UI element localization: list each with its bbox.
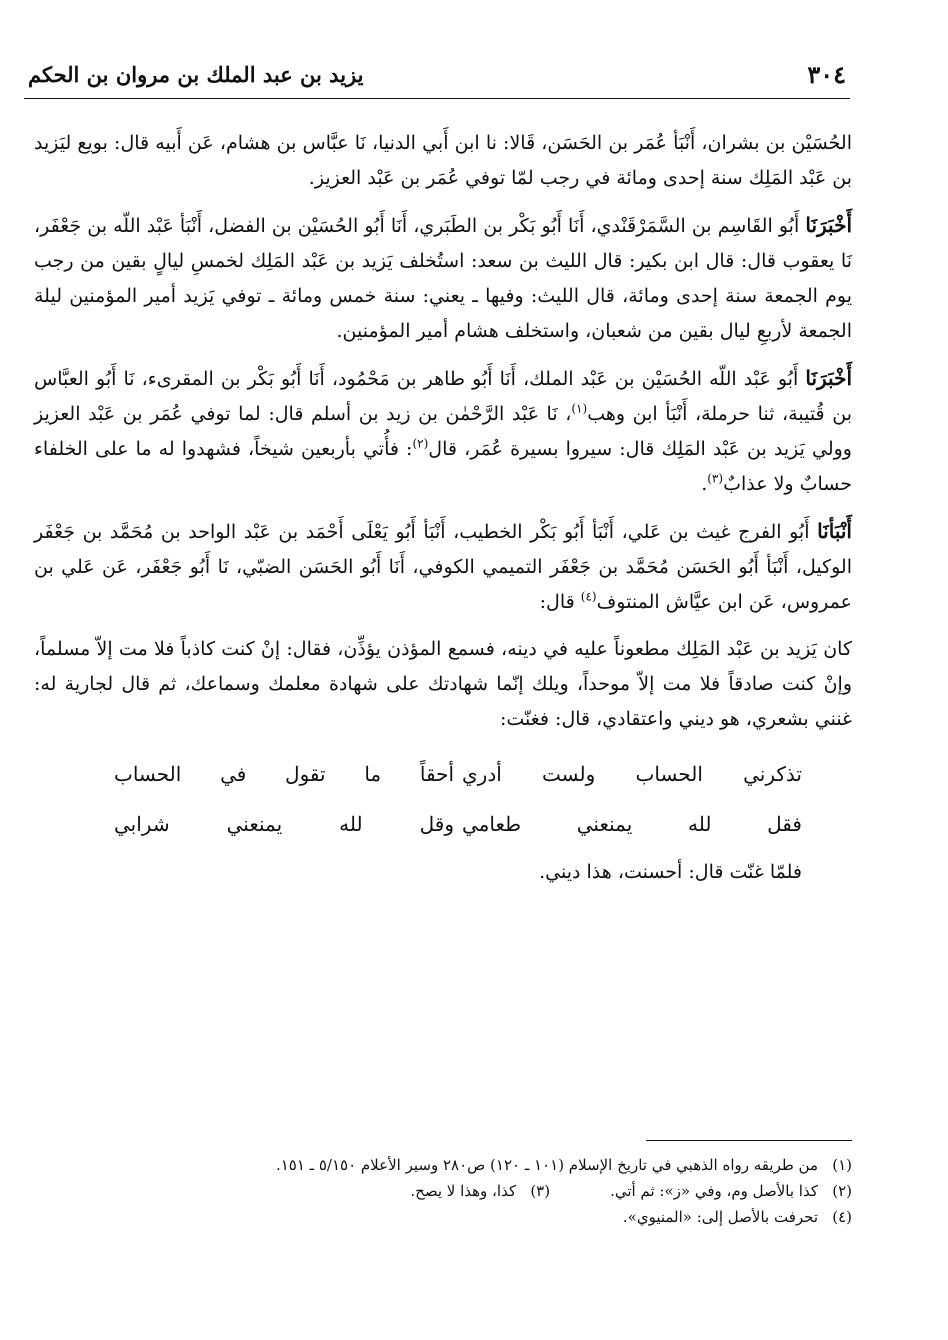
running-title: يزيد بن عبد الملك بن مروان بن الحكم — [28, 62, 364, 87]
verse-second-hemistich: أحقاً ما تقول في الحساب — [114, 761, 454, 786]
footnote — [410, 1178, 550, 1204]
footnote-text: تحرفت بالأصل إلى: «المنيوي». — [622, 1208, 818, 1226]
paragraph-text: أَبُو القَاسِم بن السَّمَرْقَنْدي، أَنَا أَبُو بَكْر بن الطَبَري، أَنَا أَبُو الحُسَيْن بن الفضل، أَنْبَأ عَبْد اللّه بن جَعْفَر، نَا يعقوب قال: قال ابن بكير: قال الليث بن سعد: استُخلف يَزيد بن عَبْد المَلِك لخمسِ ليالٍ بقين من رجب يوم الجمعة سنة إحدى ومائة، قال الليث: وفيها ـ يعني: سنة خمس ومائة ـ توفي يَزيد أمير المؤمنين ليلة الجمعة لأربعِ ليال بقين من شعبان، واستخلف هشام أمير المؤمنين. — [34, 215, 852, 342]
main-text — [34, 126, 852, 890]
paragraph-text: : فأُتي بأربعين شيخاً، فشهدوا له ما على الخلفاء حسابٌ ولا عذابٌ — [34, 438, 852, 495]
poem-verse — [34, 749, 852, 799]
footnote-text: كذا بالأصل وم، وفي «ز»: ثم أتي. — [610, 1182, 818, 1200]
lead-word: أَخْبَرَنَا — [805, 366, 852, 390]
paragraph — [34, 208, 852, 349]
verse-second-hemistich: وقل لله يمنعني شرابي — [114, 811, 454, 836]
paragraph — [34, 126, 852, 196]
footnote-row — [40, 1178, 852, 1204]
footnote-number: (٢) — [832, 1182, 852, 1200]
footnote-number: (١) — [832, 1156, 852, 1174]
footnote — [610, 1178, 852, 1204]
closing-line: فلمّا غنّت قال: أحسنت، هذا ديني. — [539, 861, 802, 883]
footnote-reference[interactable]: (١) — [571, 401, 588, 416]
paragraph — [34, 632, 852, 737]
page-header — [24, 58, 850, 99]
footnote — [40, 1152, 852, 1178]
footnote — [40, 1204, 852, 1230]
lead-word: أَخْبَرَنَا — [805, 213, 852, 237]
footnote-number: (٣) — [530, 1182, 551, 1200]
verse-first-hemistich: تذكرني الحساب ولست أدري — [462, 761, 802, 786]
footnote-text: من طريقه رواه الذهبي في تاريخ الإسلام (١٠١ ـ ١٢٠) ص٢٨٠ وسير الأعلام ٥/١٥٠ ـ ١٥١. — [275, 1156, 818, 1174]
poem-verse — [34, 799, 852, 849]
footnote-number: (٤) — [832, 1208, 852, 1226]
verse-first-hemistich: فقل لله يمنعني طعامي — [462, 811, 802, 836]
paragraph-text: أَبُو عَبْد اللّه الحُسَيْن بن عَبْد الملك، أَنَا أَبُو طاهر بن مَحْمُود، أَنَا أَبُو بَكْر بن المقرىء، نَا أَبُو العبَّاس بن قُتيبة، ثنا حرملة، أَنْبَأ ابن وهب — [34, 368, 852, 425]
paragraph-text: قال: — [539, 591, 581, 613]
footnote-reference[interactable]: (٣) — [707, 471, 724, 486]
footnote-reference[interactable]: (٤) — [580, 589, 597, 604]
paragraph-text: ، نَا عَبْد الرَّحْمٰن بن زيد بن أسلم قال: لما توفي عُمَر بن عَبْد العزيز وولي يَزيد بن عَبْد المَلِك قال: سيروا بسيرة عُمَر، قال — [34, 403, 852, 460]
lead-word: أَنْبَأنَا — [817, 519, 852, 543]
footnotes — [40, 1152, 852, 1230]
page-number: ٣٠٤ — [807, 60, 846, 89]
footnote-reference[interactable]: (٢) — [412, 436, 429, 451]
footnote-divider — [646, 1140, 852, 1141]
paragraph-text: كان يَزيد بن عَبْد المَلِك مطعوناً عليه في دينه، فسمع المؤذن يؤذِّن، فقال: إنْ كنت كاذباً فلا مت إلاّ مسلماً، وإنْ كنت صادقاً فلا مت إلاّ موحداً، ويلك إنّما شهادتك على شهادة معلمك وسماعك، ثم قال لجارية له: غنني بشعري، هو ديني واعتقادي، قال: فغنّت: — [34, 638, 852, 730]
paragraph-text: . — [701, 473, 708, 495]
paragraph — [34, 514, 852, 620]
poem — [34, 749, 852, 849]
paragraph — [34, 361, 852, 502]
paragraph-text: أَبُو الفرج غيث بن عَلي، أَنْبَأ أَبُو بَكْر الخطيب، أَنْبَأ أَبُو يَعْلَى أَحْمَد بن عَبْد الواحد بن مُحَمَّد بن جَعْفَر الوكيل، أَنْبَأ أَبُو الحَسَن مُحَمَّد بن جَعْفَر التميمي الكوفي، أَنَا أَبُو الحَسَن الضبّي، نَا أَبُو جَعْفَر، عَن عَلي بن عمروس، عَن ابن عيَّاش المنتوف — [34, 521, 852, 613]
paragraph-text: الحُسَيْن بن بشران، أَنْبَأ عُمَر بن الحَسَن، قَالا: نا ابن أَبي الدنيا، نَا عبَّاس بن هشام، عَن أَبيه قال: بويع ليَزيد بن عَبْد المَلِك سنة إحدى ومائة في رجب لمّا توفي عُمَر بن عَبْد العزيز. — [34, 132, 852, 189]
footnote-text: كذا، وهذا لا يصح. — [410, 1182, 517, 1200]
